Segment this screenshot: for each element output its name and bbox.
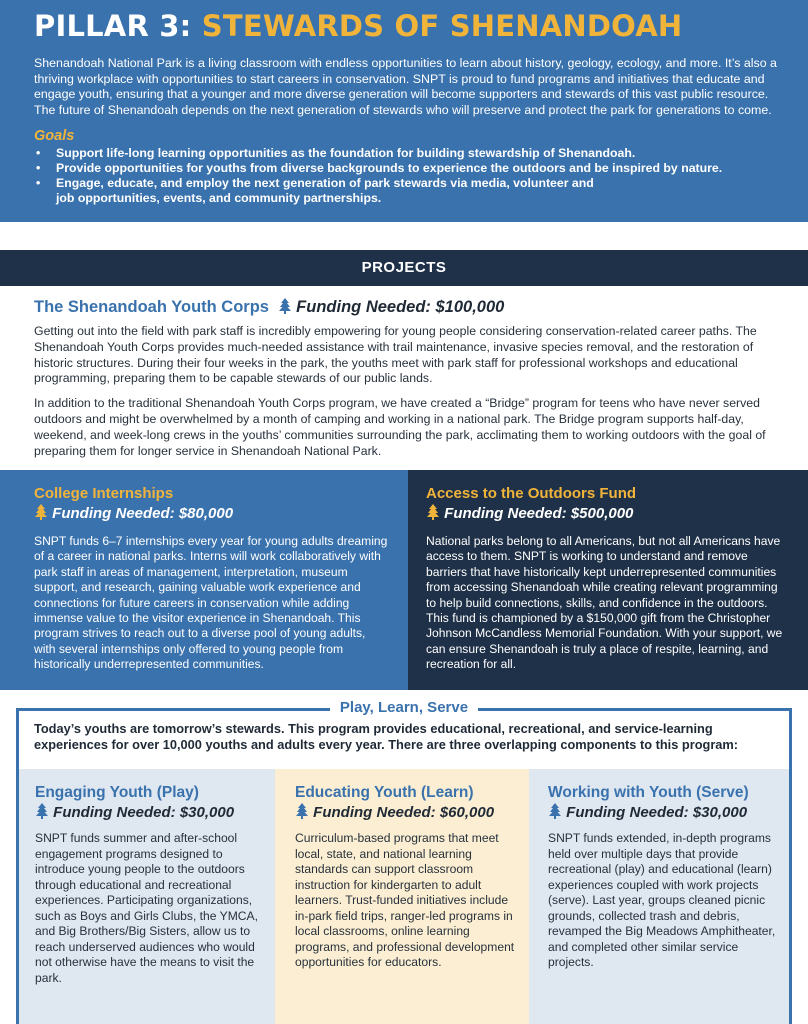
goal-item-text: Engage, educate, and employ the next generation of park stewards via media, volunteer and job opportunities, events, and community partnerships. — [56, 176, 594, 206]
youth-corps-paragraph-1: Getting out into the field with park staff is incredibly empowering for young people considering conservation-related career paths. The Shenandoah Youth Corps provides much-needed assistance with trail maintenance, invasive species removal, and the restoration of historic structures. During their four weeks in the park, the youths meet with park staff for professional workshops and educational programming, preparing them to be capable stewards of our public lands. — [34, 324, 757, 386]
youth-corps-section — [34, 296, 782, 459]
internships-title: College Internships — [34, 485, 174, 502]
pillar-number: PILLAR 3: — [34, 9, 192, 43]
tree-icon — [295, 803, 309, 819]
internships-funding — [34, 504, 388, 524]
column-funding — [548, 803, 777, 823]
internships-funding-text: Funding Needed: $80,000 — [52, 505, 234, 522]
internships-section — [0, 470, 408, 690]
outdoors-fund-section — [408, 470, 808, 690]
column-funding-text: Funding Needed: $60,000 — [313, 804, 495, 821]
spacer-strip — [0, 222, 808, 250]
internships-text: SNPT funds 6–7 internships every year for young adults dreaming of a career in national parks. Interns will work collaboratively with park staff in areas of management, interpretation, museum support, and research, gaining valuable work experience and connections for future careers in conservation while adding immense value to the visitor experience in Shenandoah. This program strives to reach out to a diverse pool of young adults, with several internships only offered to young people from historically underrepresented communities. — [34, 534, 388, 672]
column-title: Engaging Youth (Play) — [35, 784, 199, 801]
goal-item: • Support life-long learning opportunities as the foundation for building stewardship of Shenandoah. — [34, 146, 782, 161]
educating-youth-column — [275, 769, 529, 1024]
youth-corps-title: The Shenandoah Youth Corps — [34, 298, 269, 316]
goals-list — [34, 146, 782, 206]
column-title: Working with Youth (Serve) — [548, 784, 749, 801]
column-text: SNPT funds summer and after-school engagement programs designed to introduce young people to the outdoors through educational and recreational experiences. Participating organizations, such as Boys and Girls Clubs, the YMCA, and Big Brothers/Big Sisters, allow us to reach underserved audiences who would not otherwise have the means to visit the park. — [35, 831, 258, 985]
goal-item — [34, 176, 594, 206]
play-learn-serve-intro: Today’s youths are tomorrow’s stewards. This program provides educational, recreational, and service-learning experiences for over 10,000 youths and adults every year. There are three overlapping components to this program: — [34, 721, 739, 752]
tree-icon — [34, 504, 48, 520]
outdoors-fund-funding — [426, 504, 790, 524]
intro-paragraph: Shenandoah National Park is a living classroom with endless opportunities to learn about history, geology, ecology, and more. It’s also a thriving workplace with opportunities to start careers in conservation. SNPT is proud to fund programs and initiatives that educate and engage youth, ensuring that a younger and more diverse generation will become supporters and stewards of this vast public resource. The future of Shenandoah depends on the next generation of stewards who will preserve and protect the park for generations to come. — [34, 56, 777, 117]
youth-corps-heading — [34, 296, 782, 318]
outdoors-fund-funding-text: Funding Needed: $500,000 — [444, 505, 634, 522]
column-funding — [35, 803, 263, 823]
column-text: Curriculum-based programs that meet local, state, and national learning standards can support classroom instruction for kindergarten to adult learners. Trust-funded initiatives include in-park field trips, ranger-led programs in local classrooms, online learning programs, and professional development opportunities for educators. — [295, 831, 515, 969]
outdoors-fund-title: Access to the Outdoors Fund — [426, 485, 637, 502]
youth-corps-funding-text: Funding Needed: $100,000 — [296, 298, 505, 316]
tree-icon — [426, 504, 440, 520]
tree-icon — [278, 298, 292, 314]
outdoors-fund-text: National parks belong to all Americans, but not all Americans have access to them. SNPT is working to understand and remove barriers that have historically kept underrepresented communities from accessing Shenandoah while creating relevant programming to help build connections, skills, and confidence in the outdoors. This fund is championed by a $150,000 gift from the Christopher Johnson McCandless Memorial Foundation. With your support, we can ensure Shenandoah is truly a place of respite, learning, and recreation for all. — [426, 534, 783, 672]
goal-item: • Provide opportunities for youths from diverse backgrounds to experience the outdoors and be inspired by nature. — [34, 161, 782, 176]
youth-corps-paragraph-2: In addition to the traditional Shenandoah Youth Corps program, we have created a “Bridge” program for teens who have never served outdoors and might be overwhelmed by a month of camping and working in a national park. The Bridge program supports half-day, weekend, and week-long crews in the youths’ communities surrounding the park, acclimating them to working outdoors with the goal of preparing them for longer service in Shenandoah National Park. — [34, 396, 766, 458]
tree-icon — [548, 803, 562, 819]
pillar-header — [0, 0, 808, 222]
tree-icon — [35, 803, 49, 819]
column-title: Educating Youth (Learn) — [295, 784, 474, 801]
youth-corps-funding — [278, 298, 505, 316]
column-funding — [295, 803, 517, 823]
column-text: SNPT funds extended, in-depth programs held over multiple days that provide recreational (play) and educational (learn) experiences coupled with work projects (serve). Last year, groups cleaned picnic grounds, collected trash and debris, revamped the Big Meadows Amphitheater, and completed other similar service projects. — [548, 831, 776, 969]
goals-heading: Goals — [34, 128, 75, 145]
engaging-youth-column — [19, 769, 275, 1024]
page-title — [34, 8, 782, 44]
play-learn-serve-title: Play, Learn, Serve — [330, 698, 478, 718]
working-with-youth-column — [529, 769, 789, 1024]
column-funding-text: Funding Needed: $30,000 — [566, 804, 748, 821]
projects-heading: PROJECTS — [0, 250, 808, 286]
pillar-title: STEWARDS OF SHENANDOAH — [201, 9, 683, 43]
column-funding-text: Funding Needed: $30,000 — [53, 804, 235, 821]
